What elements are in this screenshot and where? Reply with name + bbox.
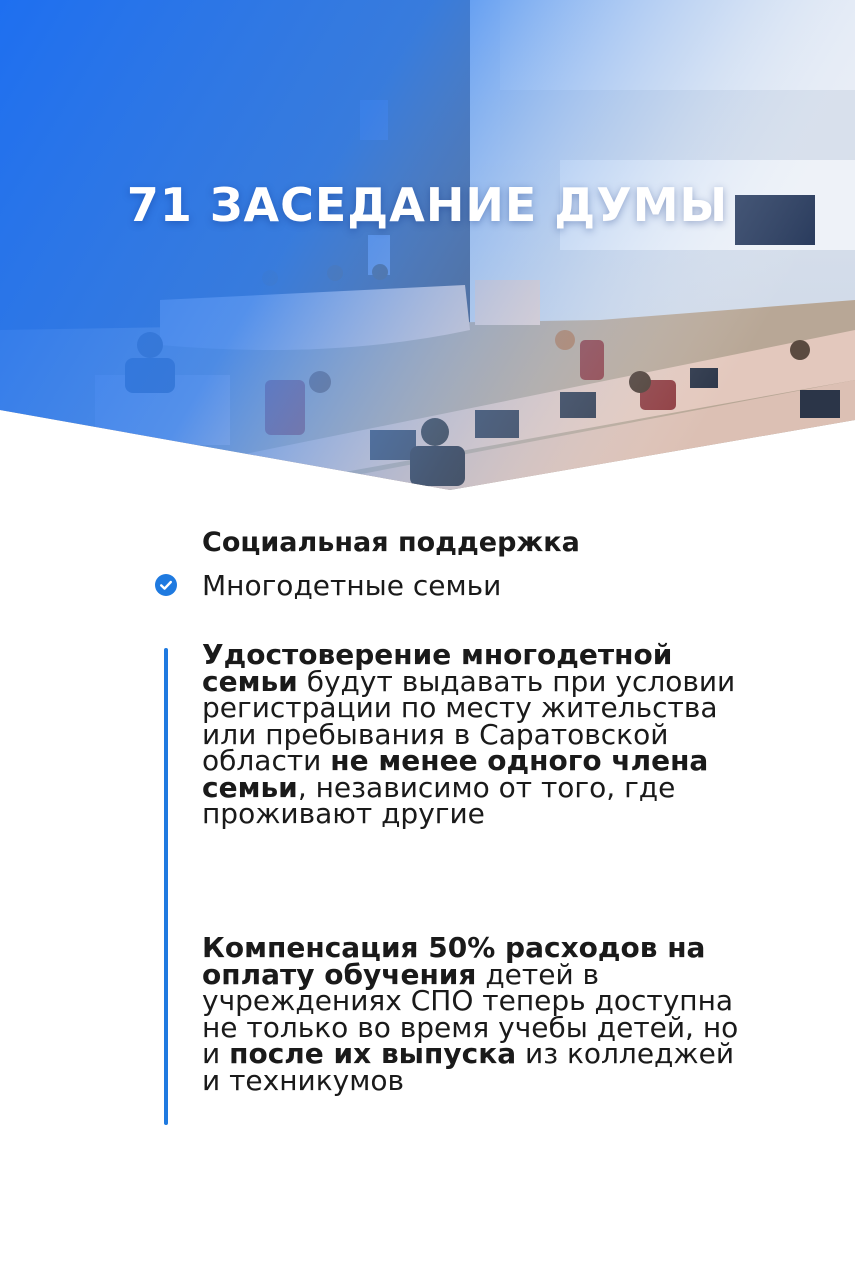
paragraph-text: из колледжей и техникумов: [202, 1037, 735, 1097]
hero-banner: [0, 0, 855, 500]
paragraph-bold-text: после их выпуска: [229, 1037, 517, 1070]
tag-label: Многодетные семьи: [202, 568, 502, 602]
hall-photo: [0, 0, 855, 500]
paragraph-bold-text: Компенсация 50% расходов на оплату обучения: [202, 931, 706, 991]
page-title: 71 ЗАСЕДАНИЕ ДУМЫ: [126, 178, 729, 232]
category-tag: [155, 567, 501, 603]
accent-divider: [164, 648, 168, 1125]
paragraph-bold-text: Удостоверение многодетной семьи: [202, 638, 673, 698]
paragraph-text: детей в учреждениях СПО теперь доступна не только во время учебы детей, но и: [202, 957, 739, 1070]
paragraph-certificate: [202, 638, 742, 830]
paragraph-bold-text: не менее одного члена семьи: [202, 744, 709, 804]
check-circle-icon: [155, 574, 177, 596]
paragraph-compensation: [202, 931, 742, 1097]
section-title: Социальная поддержка: [202, 527, 580, 558]
paragraph-text: будут выдавать при условии регистрации по месту жительства или пребывания в Саратовской области: [202, 664, 736, 777]
paragraph-text: , независимо от того, где проживают другие: [202, 770, 676, 830]
